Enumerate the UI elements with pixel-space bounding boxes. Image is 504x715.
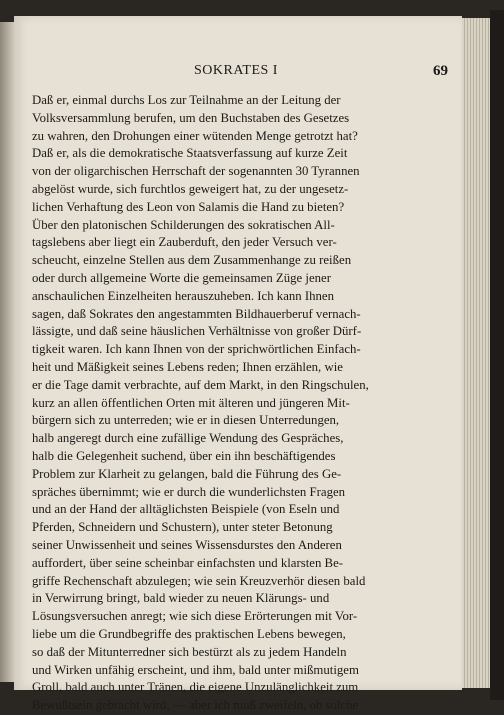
text-line: und an der Hand der alltäglichsten Beispiele (von Eseln und: [32, 502, 340, 517]
text-line: lässigte, und daß seine häuslichen Verhältnisse von großer Dürf-: [32, 324, 362, 339]
text-line: und Wirken unfähig erscheint, und ihm, bald unter mißmutigem: [32, 662, 359, 677]
text-line: halb angeregt durch eine zufällige Wendung des Gespräches,: [32, 431, 344, 446]
text-line: griffe Rechenschaft abzulegen; wie sein Kreuzverhör diesen bald: [32, 573, 366, 588]
book-cover-edge: [490, 10, 504, 700]
text-line: kurz an allen öffentlichen Orten mit älteren und jüngeren Mit-: [32, 395, 350, 410]
text-line: anschaulichen Einzelheiten herauszuheben. Ich kann Ihnen: [32, 288, 335, 303]
text-line: Groll, bald auch unter Tränen, die eigene Unzulänglichkeit zum: [32, 680, 359, 695]
text-line: oder durch allgemeine Worte die gemeinsamen Züge jener: [32, 270, 331, 285]
page-block-edge: [462, 18, 490, 688]
text-line: scheucht, einzelne Stellen aus dem Zusammenhange zu reißen: [32, 253, 352, 268]
text-line: bürgern sich zu unterreden; wie er in diesen Unterredungen,: [32, 413, 340, 428]
text-line: zu wahren, den Drohungen einer wütenden Menge getrotzt hat?: [32, 128, 358, 143]
text-line: in Verwirrung bringt, bald wieder zu neuen Klärungs- und: [32, 591, 330, 606]
text-line: Über den platonischen Schilderungen des sokratischen All-: [32, 217, 335, 232]
text-line: so daß der Mitunterredner sich bestürzt als zu jedem Handeln: [32, 644, 347, 659]
text-line: spräches übernimmt; wie er durch die wunderlichsten Fragen: [32, 484, 346, 499]
running-head: SOKRATES I: [194, 63, 278, 78]
text-line: tigkeit waren. Ich kann Ihnen von der sprichwörtlichen Einfach-: [32, 342, 361, 357]
page-number: 69: [433, 63, 448, 79]
text-line: Pferden, Schneidern und Schustern), unter steter Betonung: [32, 520, 333, 535]
text-line: er die Tage damit verbrachte, auf dem Markt, in den Ringschulen,: [32, 377, 369, 392]
text-line: Daß er, als die demokratische Staatsverfassung auf kurze Zeit: [32, 146, 348, 161]
text-line: Bewußtsein gebracht wird; — aber ich muß zweifeln, ob solche: [32, 698, 359, 713]
text-line: heit und Mäßigkeit seines Lebens reden; Ihnen erzählen, wie: [32, 359, 343, 374]
text-line: Problem zur Klarheit zu gelangen, bald die Führung des Ge-: [32, 466, 342, 481]
text-line: Volksversammlung berufen, um den Buchstaben des Gesetzes: [32, 110, 350, 125]
text-line: tagslebens aber liegt ein Zauberduft, den jeder Versuch ver-: [32, 235, 337, 250]
text-line: liebe um die Grundbegriffe des praktischen Lebens bewegen,: [32, 626, 346, 641]
text-line: auffordert, über seine scheinbar einfachsten und klarsten Be-: [32, 555, 344, 570]
text-line: von der oligarchischen Herrschaft der sogenannten 30 Tyrannen: [32, 164, 360, 179]
text-line: abgelöst wurde, sich furchtlos geweigert hat, zu der ungesetz-: [32, 181, 349, 196]
text-line: Daß er, einmal durchs Los zur Teilnahme an der Leitung der: [32, 93, 341, 107]
left-page-edge: [0, 22, 14, 682]
text-line: seiner Unwissenheit und seines Wissensdurstes den Anderen: [32, 537, 342, 552]
text-line: sagen, daß Sokrates den angestammten Bildhauerberuf vernach-: [32, 306, 361, 321]
text-line: lichen Verhaftung des Leon von Salamis die Hand zu bieten?: [32, 199, 345, 214]
text-line: halb die Gelegenheit suchend, über ein ihn beschäftigendes: [32, 448, 336, 463]
body-text: [32, 92, 382, 715]
text-line: Lösungsversuchen anregt; wie sich diese Erörterungen mit Vor-: [32, 609, 358, 624]
page-header: [24, 63, 448, 83]
book-page: [14, 16, 462, 713]
